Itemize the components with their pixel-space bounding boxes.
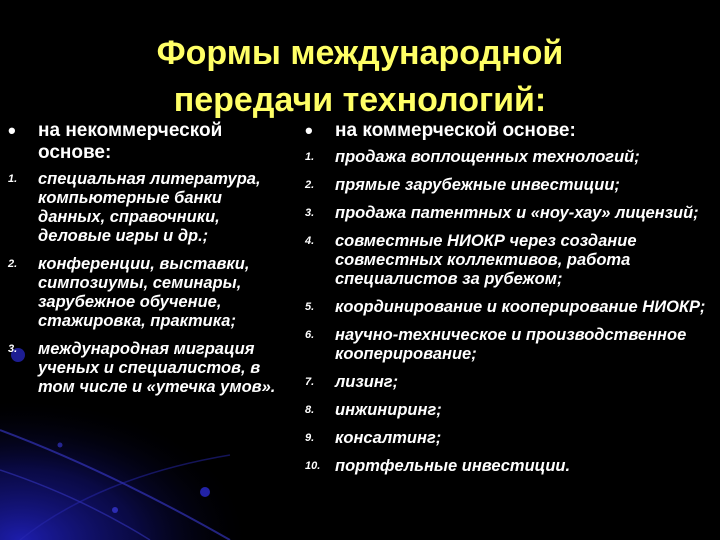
list-item bbox=[8, 170, 293, 246]
item-number: 5. bbox=[305, 301, 315, 313]
item-number: 2. bbox=[8, 258, 18, 270]
bullet-icon: • bbox=[8, 118, 16, 143]
list-item bbox=[305, 457, 717, 476]
item-number: 2. bbox=[305, 179, 315, 191]
item-number: 9. bbox=[305, 432, 315, 444]
list-item bbox=[305, 429, 717, 448]
slide-title bbox=[0, 30, 720, 124]
item-number: 8. bbox=[305, 404, 315, 416]
item-text: совместные НИОКР через создание совместных коллективов, работа специалистов за рубежом; bbox=[335, 232, 637, 288]
list-item bbox=[305, 232, 717, 289]
item-text: международная миграция ученых и специалистов, в том числе и «утечка умов». bbox=[38, 340, 276, 396]
item-number: 1. bbox=[305, 151, 315, 163]
non-commercial-column bbox=[8, 120, 293, 406]
item-text: инжиниринг; bbox=[335, 401, 442, 419]
item-text: продажа воплощенных технологий; bbox=[335, 148, 640, 166]
list-item bbox=[8, 340, 293, 397]
item-number: 6. bbox=[305, 329, 315, 341]
title-line-1: Формы международной bbox=[156, 34, 564, 72]
list-item bbox=[305, 298, 717, 317]
item-text: координирование и кооперирование НИОКР; bbox=[335, 298, 706, 316]
item-text: специальная литература, компьютерные банки данных, справочники, деловые игры и др.; bbox=[38, 170, 261, 245]
heading-text: на некоммерческой основе: bbox=[38, 120, 223, 163]
item-text: портфельные инвестиции. bbox=[335, 457, 571, 475]
title-line-2: передачи технологий: bbox=[173, 81, 547, 119]
bullet-icon: • bbox=[305, 118, 313, 143]
list-item bbox=[305, 373, 717, 392]
item-text: продажа патентных и «ноу-хау» лицензий; bbox=[335, 204, 699, 222]
item-number: 3. bbox=[305, 207, 315, 219]
item-number: 7. bbox=[305, 376, 315, 388]
item-number: 3. bbox=[8, 343, 18, 355]
non-commercial-heading bbox=[8, 120, 293, 164]
item-text: консалтинг; bbox=[335, 429, 442, 447]
commercial-column bbox=[305, 120, 717, 485]
item-text: лизинг; bbox=[335, 373, 399, 391]
list-item bbox=[305, 204, 717, 223]
commercial-heading bbox=[305, 120, 717, 142]
item-number: 1. bbox=[8, 173, 18, 185]
non-commercial-list bbox=[8, 170, 293, 397]
list-item bbox=[8, 255, 293, 331]
item-number: 10. bbox=[305, 460, 321, 472]
commercial-list bbox=[305, 148, 717, 476]
list-item bbox=[305, 401, 717, 420]
item-number: 4. bbox=[305, 235, 315, 247]
item-text: научно-техническое и производственное кооперирование; bbox=[335, 326, 687, 363]
heading-text: на коммерческой основе: bbox=[335, 120, 576, 141]
list-item bbox=[305, 148, 717, 167]
item-text: прямые зарубежные инвестиции; bbox=[335, 176, 620, 194]
list-item bbox=[305, 176, 717, 195]
list-item bbox=[305, 326, 717, 364]
item-text: конференции, выставки, симпозиумы, семинары, зарубежное обучение, стажировка, практика; bbox=[38, 255, 250, 330]
